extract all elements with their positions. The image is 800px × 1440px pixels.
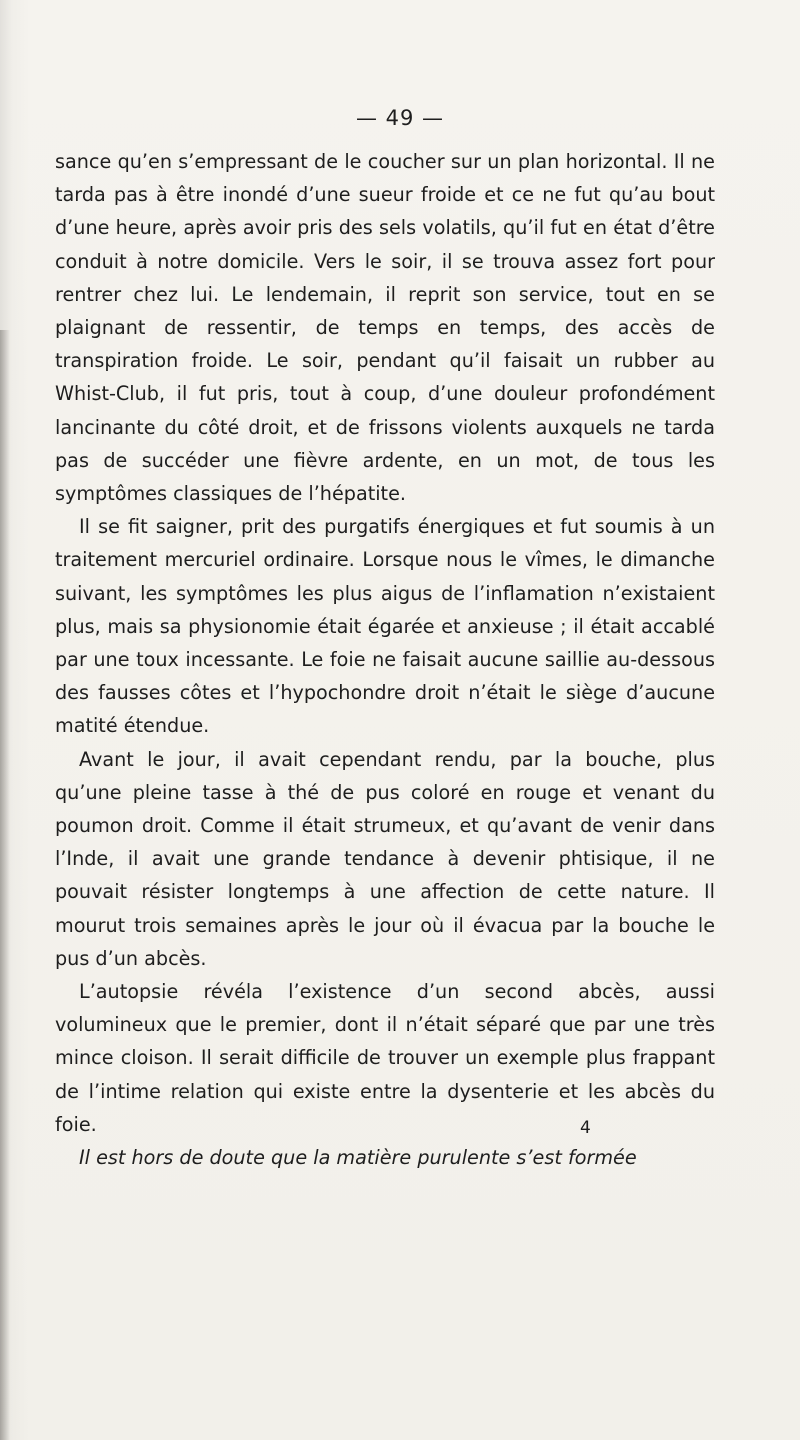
page-number: — 49 — (355, 106, 445, 130)
paragraph-continuation: sance qu’en s’empressant de le coucher sur un plan horizontal. Il ne tarda pas à être inondé d’une sueur froide et ce ne fut qu’au bout d’une heure, après avoir pris des sels volatils, qu’il fut en état d’être conduit à notre domicile. Vers le soir, il se trouva assez fort pour rentrer chez lui. Le lendemain, il reprit son service, tout en se plaignant de ressentir, de temps en temps, des accès de transpiration froide. Le soir, pendant qu’il faisait un rubber au Whist-Club, il fut pris, tout à coup, d’une douleur profondément lancinante du côté droit, et de frissons violents auxquels ne tarda pas de succéder une fièvre ardente, en un mot, de tous les symptômes classiques de l’hépatite. (55, 150, 715, 506)
paragraph-outcome: Avant le jour, il avait cependant rendu, par la bouche, plus qu’une pleine tasse à thé de pus coloré en rouge et venant du poumon droit. Comme il était strumeux, et qu’avant de venir dans l’Inde, il avait une grande tendance à devenir phtisique, il ne pouvait résister longtemps à une affection de cette nature. Il mourut trois semaines après le jour où il évacua par la bouche le pus d’un abcès. (55, 747, 715, 970)
paragraph-italic-conclusion: Il est hors de doute que la matière purulente s’est formée (79, 1146, 637, 1170)
body-text (55, 145, 715, 1174)
page-edge-shadow (0, 330, 10, 1440)
paragraph-autopsy: L’autopsie révéla l’existence d’un second abcès, aussi volumineux que le premier, dont il n’était séparé que par une très mince cloison. Il serait difficile de trouver un exemple plus frappant de l’intime relation qui existe entre la dysenterie et les abcès du foie. (55, 980, 715, 1136)
signature-mark: 4 (580, 1118, 591, 1138)
paragraph-treatment: Il se fit saigner, prit des purgatifs énergiques et fut soumis à un traitement mercuriel ordinaire. Lorsque nous le vîmes, le dimanche suivant, les symptômes les plus aigus de l’inflamation n’existaient plus, mais sa physionomie était égarée et anxieuse ; il était accablé par une toux incessante. Le foie ne faisait aucune saillie au-dessous des fausses côtes et l’hypochondre droit n’était le siège d’aucune matité étendue. (55, 515, 715, 738)
